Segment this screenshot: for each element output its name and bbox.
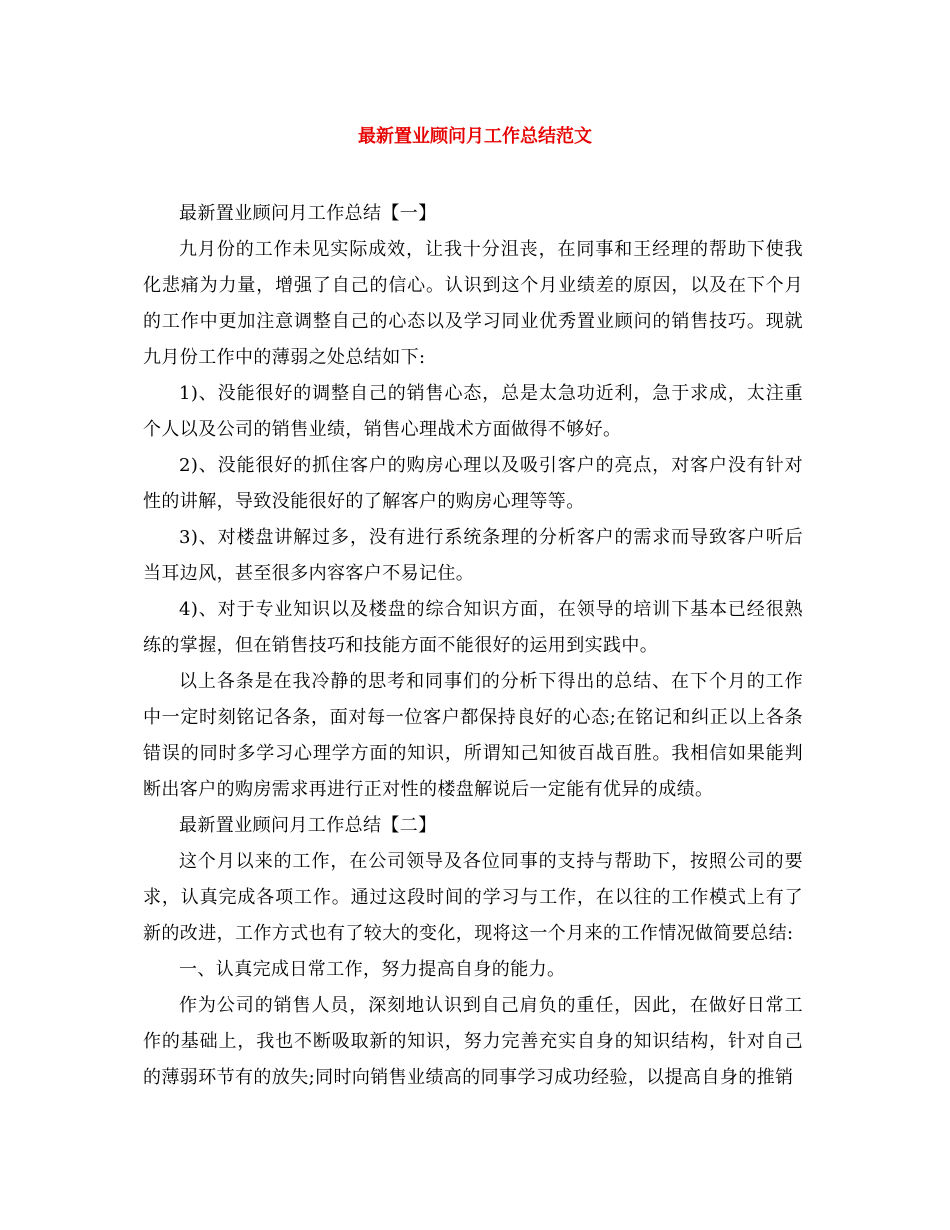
document-title: 最新置业顾问月工作总结范文 [358,126,592,147]
document-body [143,196,803,1096]
paragraph: 九月份的工作未见实际成效，让我十分沮丧，在同事和王经理的帮助下使我化悲痛为力量，增强了自己的信心。认识到这个月业绩差的原因，以及在下个月的工作中更加注意调整自己的心态以及学习同业优秀置业顾问的销售技巧。现就九月份工作中的薄弱之处总结如下: [143,239,803,368]
paragraph: 这个月以来的工作，在公司领导及各位同事的支持与帮助下，按照公司的要求，认真完成各项工作。通过这段时间的学习与工作，在以往的工作模式上有了新的改进，工作方式也有了较大的变化，现将这一个月来的工作情况做简要总结: [143,851,803,944]
subsection-heading: 一、认真完成日常工作，努力提高自身的能力。 [179,959,566,980]
section-heading-2: 最新置业顾问月工作总结【二】 [179,815,437,836]
list-item: 1)、没能很好的调整自己的销售心态，总是太急功近利，急于求成，太注重个人以及公司的销售业绩，销售心理战术方面做得不够好。 [143,383,803,440]
list-item: 4)、对于专业知识以及楼盘的综合知识方面，在领导的培训下基本已经很熟练的掌握，但在销售技巧和技能方面不能很好的运用到实践中。 [143,599,803,656]
paragraph: 作为公司的销售人员，深刻地认识到自己肩负的重任，因此，在做好日常工作的基础上，我也不断吸取新的知识，努力完善充实自身的知识结构，针对自己的薄弱环节有的放失;同时向销售业绩高的同事学习成功经验，以提高自身的推销 [143,995,803,1088]
list-item: 2)、没能很好的抓住客户的购房心理以及吸引客户的亮点，对客户没有针对性的讲解，导致没能很好的了解客户的购房心理等等。 [143,455,803,512]
section-heading-1: 最新置业顾问月工作总结【一】 [179,203,437,224]
paragraph: 以上各条是在我冷静的思考和同事们的分析下得出的总结、在下个月的工作中一定时刻铭记各条，面对每一位客户都保持良好的心态;在铭记和纠正以上各条错误的同时多学习心理学方面的知识，所谓知己知彼百战百胜。我相信如果能判断出客户的购房需求再进行正对性的楼盘解说后一定能有优异的成绩。 [143,671,803,800]
list-item: 3)、对楼盘讲解过多，没有进行系统条理的分析客户的需求而导致客户听后当耳边风，甚至很多内容客户不易记住。 [143,527,803,584]
